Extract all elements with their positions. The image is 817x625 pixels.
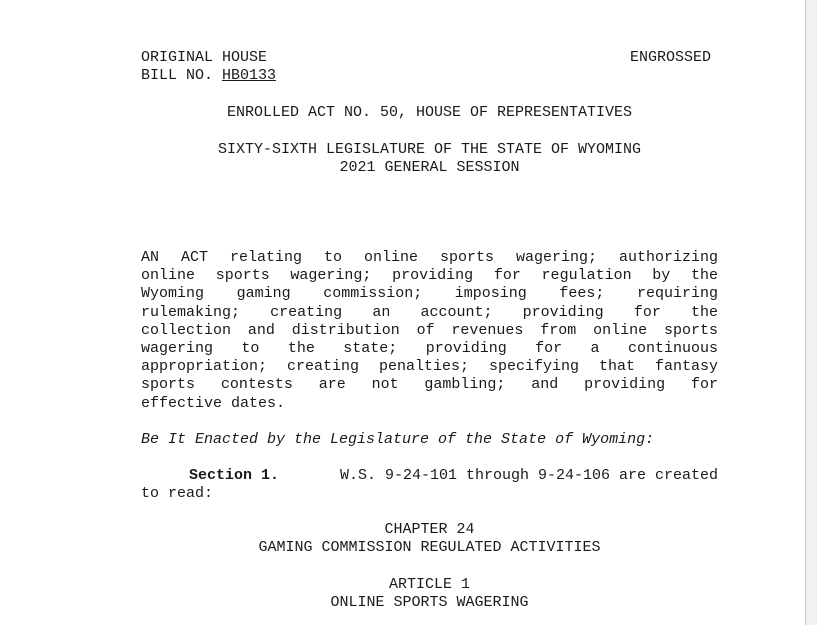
act-text-line: sports contests are not gambling; and providing for — [141, 376, 718, 394]
legislature-title — [141, 141, 718, 177]
section-1-paragraph — [141, 467, 718, 503]
act-text-line: Wyoming gaming commission; imposing fees; requiring — [141, 285, 718, 303]
section-text-continuation: to read: — [141, 485, 214, 503]
legislature-line: SIXTY-SIXTH LEGISLATURE OF THE STATE OF WYOMING — [217, 141, 642, 158]
article-number: ARTICLE 1 — [388, 576, 470, 593]
section-label: Section 1. — [189, 467, 280, 484]
article-title: ONLINE SPORTS WAGERING — [330, 594, 529, 612]
section-1-first-line — [141, 467, 718, 485]
article-heading — [141, 576, 718, 612]
act-text-line: online sports wagering; providing for regulation by the — [141, 267, 718, 285]
original-house-label: ORIGINAL HOUSE — [141, 49, 268, 66]
chapter-heading — [141, 521, 718, 557]
section-text: W.S. 9-24-101 through 9-24-106 are created — [339, 467, 718, 484]
act-text-line: rulemaking; creating an account; providing for the — [141, 303, 718, 321]
enrolled-act-title: ENROLLED ACT NO. 50, HOUSE OF REPRESENTATIVES — [226, 104, 633, 121]
chapter-number: CHAPTER 24 — [384, 521, 475, 538]
viewer-gutter — [806, 0, 817, 625]
act-text-line: appropriation; creating penalties; specifying that fantasy — [141, 358, 718, 376]
bill-number: HB0133 — [222, 67, 277, 85]
act-text-line: wagering to the state; providing for a continuous — [141, 340, 718, 358]
chapter-title: GAMING COMMISSION REGULATED ACTIVITIES — [258, 539, 601, 557]
bill-origin-header — [141, 49, 276, 85]
act-title-paragraph — [141, 249, 718, 413]
act-text-line: collection and distribution of revenues from online sports — [141, 321, 718, 339]
enacting-clause: Be It Enacted by the Legislature of the State of Wyoming: — [141, 431, 655, 448]
engrossed-label: ENGROSSED — [630, 49, 712, 66]
bill-number-prefix: BILL NO. — [141, 67, 223, 85]
act-text-line: AN ACT relating to online sports wagering; authorizing — [141, 249, 718, 266]
session-line: 2021 GENERAL SESSION — [339, 159, 520, 177]
act-text-line: effective dates. — [141, 394, 286, 412]
